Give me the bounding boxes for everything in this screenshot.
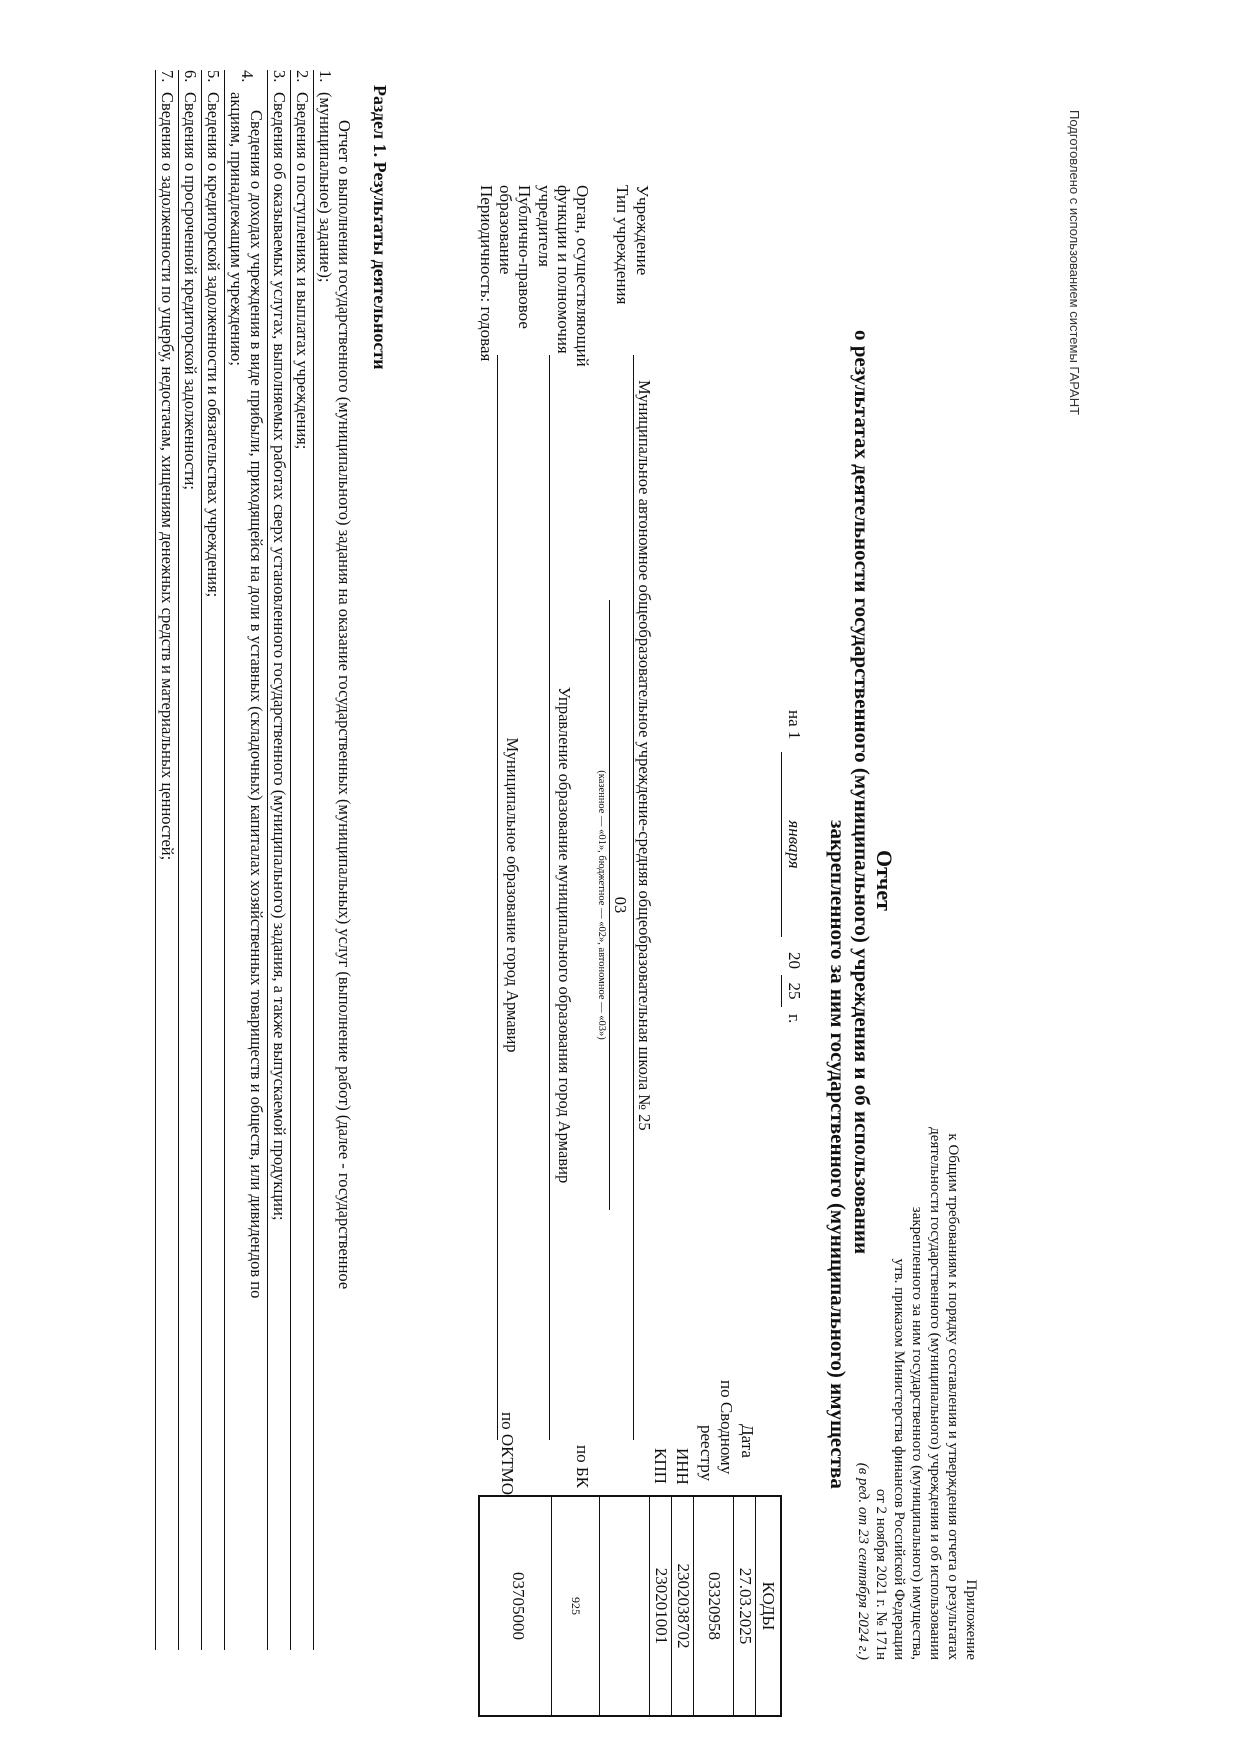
registry-label-2: реестру — [697, 1425, 716, 1481]
list-item-text: Сведения о задолженности по ущербу, недостачам, хищениям денежных средств и материальных ценностей; — [158, 92, 177, 861]
list-item-text: Сведения о поступлениях и выплатах учреждения; — [293, 92, 312, 450]
list-item-number: 2. — [293, 70, 312, 83]
list-item-text: Сведения о просроченной кредиторской задолженности; — [181, 92, 200, 490]
bk-label: по БК — [573, 1445, 592, 1488]
date-year-suffix: 25 — [785, 982, 804, 1000]
appendix-line: Приложение — [963, 1579, 979, 1660]
list-item-number: 7. — [158, 70, 177, 83]
report-title-word: Отчет — [872, 850, 897, 911]
founder-underline — [549, 355, 550, 1440]
registry-label-1: по Сводному — [717, 1380, 736, 1475]
codes-oktmo-value: 03705000 — [509, 1572, 528, 1640]
list-item — [178, 70, 201, 1650]
list-item-number: 5. — [204, 70, 223, 83]
garant-watermark: Подготовлено с использованием системы ГАРАНТ — [1067, 110, 1082, 416]
date-prefix: на 1 — [785, 710, 804, 740]
oktmo-label: по ОКТМО — [498, 1412, 517, 1496]
list-item-text: (муниципальное) задание); — [316, 92, 335, 283]
codes-bk-value: 925 — [551, 1497, 600, 1715]
institution-underline — [633, 355, 634, 1440]
public-entity-label-line: Публично-правовое — [515, 185, 534, 329]
list-item-text: Сведения об оказываемых услугах, выполняемых работах сверх установленного государственного (муниципального) задания, а также выпускаемой продукции; — [270, 92, 289, 1221]
date-month: января — [785, 820, 804, 869]
report-title-line2: закрепленного за ним государственного (муниципального) имущества — [826, 820, 850, 1489]
list-item — [247, 70, 267, 1650]
institution-type-underline — [609, 600, 610, 1210]
section-intro: Отчет о выполнении государственного (муниципального) задания на оказание государственных (муниципальных) услуг (выполнение работ) (далее - государственное — [335, 120, 354, 1290]
list-item-text: Сведения о доходах учреждения в виде прибыли, приходящейся на доли в уставных (складочных) капиталах хозяйственных товариществ и обществ, или дивидендов по — [247, 110, 266, 1299]
founder-label-line: учредителя — [535, 185, 554, 267]
appendix-line: деятельности государственного (муниципального) учреждения и об использовании — [927, 1127, 943, 1660]
date-label: Дата — [738, 1424, 757, 1458]
appendix-line: к Общим требованиям к порядку составления и утверждения отчета о результатах — [945, 1133, 961, 1660]
public-entity-underline — [497, 355, 498, 1440]
codes-kpp-value: 230201001 — [649, 1497, 672, 1715]
date-suffix: г. — [785, 1014, 804, 1024]
appendix-line: утв. приказом Министерства финансов Российской Федерации — [891, 1258, 907, 1660]
founder-label-line: функции и полномочия — [554, 185, 573, 354]
date-month-underline — [781, 752, 782, 937]
institution-type-hint: (казенное — «01», бюджетное — «02», автономное — «03») — [596, 770, 607, 1040]
public-entity-label — [496, 185, 534, 329]
section-title: Раздел 1. Результаты деятельности — [370, 85, 390, 370]
section-list — [155, 70, 336, 1650]
codes-table — [478, 1495, 782, 1717]
public-entity-label-line: образование — [496, 185, 515, 275]
public-entity-value: Муниципальное образование город Армавир — [503, 737, 522, 1053]
date-year-prefix: 20 — [785, 952, 804, 969]
appendix-revision: (в ред. от 23 сентября 2024 г.) — [855, 1462, 871, 1660]
codes-date-value: 27.03.2025 — [733, 1497, 756, 1715]
appendix-line: закрепленного за ним государственного (муниципального) имущества, — [909, 1206, 925, 1660]
list-item-number: 6. — [181, 70, 200, 83]
institution-type-label: Тип учреждения — [613, 185, 632, 305]
list-item-text: акциям, принадлежащим учреждению; — [227, 92, 246, 366]
date-year-underline — [781, 975, 782, 1007]
list-item — [313, 70, 336, 1650]
appendix-line: от 2 ноября 2021 г. № 171н — [873, 1488, 889, 1660]
inn-label: ИНН — [673, 1448, 692, 1485]
list-item — [267, 70, 290, 1650]
list-item — [290, 70, 313, 1650]
institution-value: Муниципальное автономное общеобразовательное учреждение-средняя общеобразовательная школа № 25 — [635, 380, 654, 1131]
founder-label — [535, 185, 592, 367]
list-item-number: 3. — [270, 70, 289, 83]
kpp-label: КПП — [651, 1448, 670, 1484]
report-title-line1: о результатах деятельности государственного (муниципального) учреждения и об использовании — [850, 330, 874, 1255]
founder-value: Управление образование муниципального образования город Армавир — [555, 686, 574, 1184]
list-item-text: Сведения о кредиторской задолженности и обязательствах учреждения; — [204, 92, 223, 598]
founder-label-line: Орган, осуществляющий — [573, 185, 592, 367]
list-item-number: 4. — [238, 70, 257, 83]
codes-header: КОДЫ — [755, 1497, 780, 1715]
institution-label: Учреждение — [633, 185, 652, 276]
periodicity-label: Периодичность: годовая — [477, 185, 496, 362]
institution-type-value: 03 — [611, 896, 630, 914]
list-item — [201, 70, 224, 1650]
codes-inn-value: 2302038702 — [671, 1497, 694, 1715]
list-item — [155, 70, 178, 1650]
list-item-number: 1. — [316, 70, 335, 83]
codes-empty-cell — [599, 1497, 650, 1715]
codes-registry-value: 03320958 — [693, 1497, 734, 1715]
